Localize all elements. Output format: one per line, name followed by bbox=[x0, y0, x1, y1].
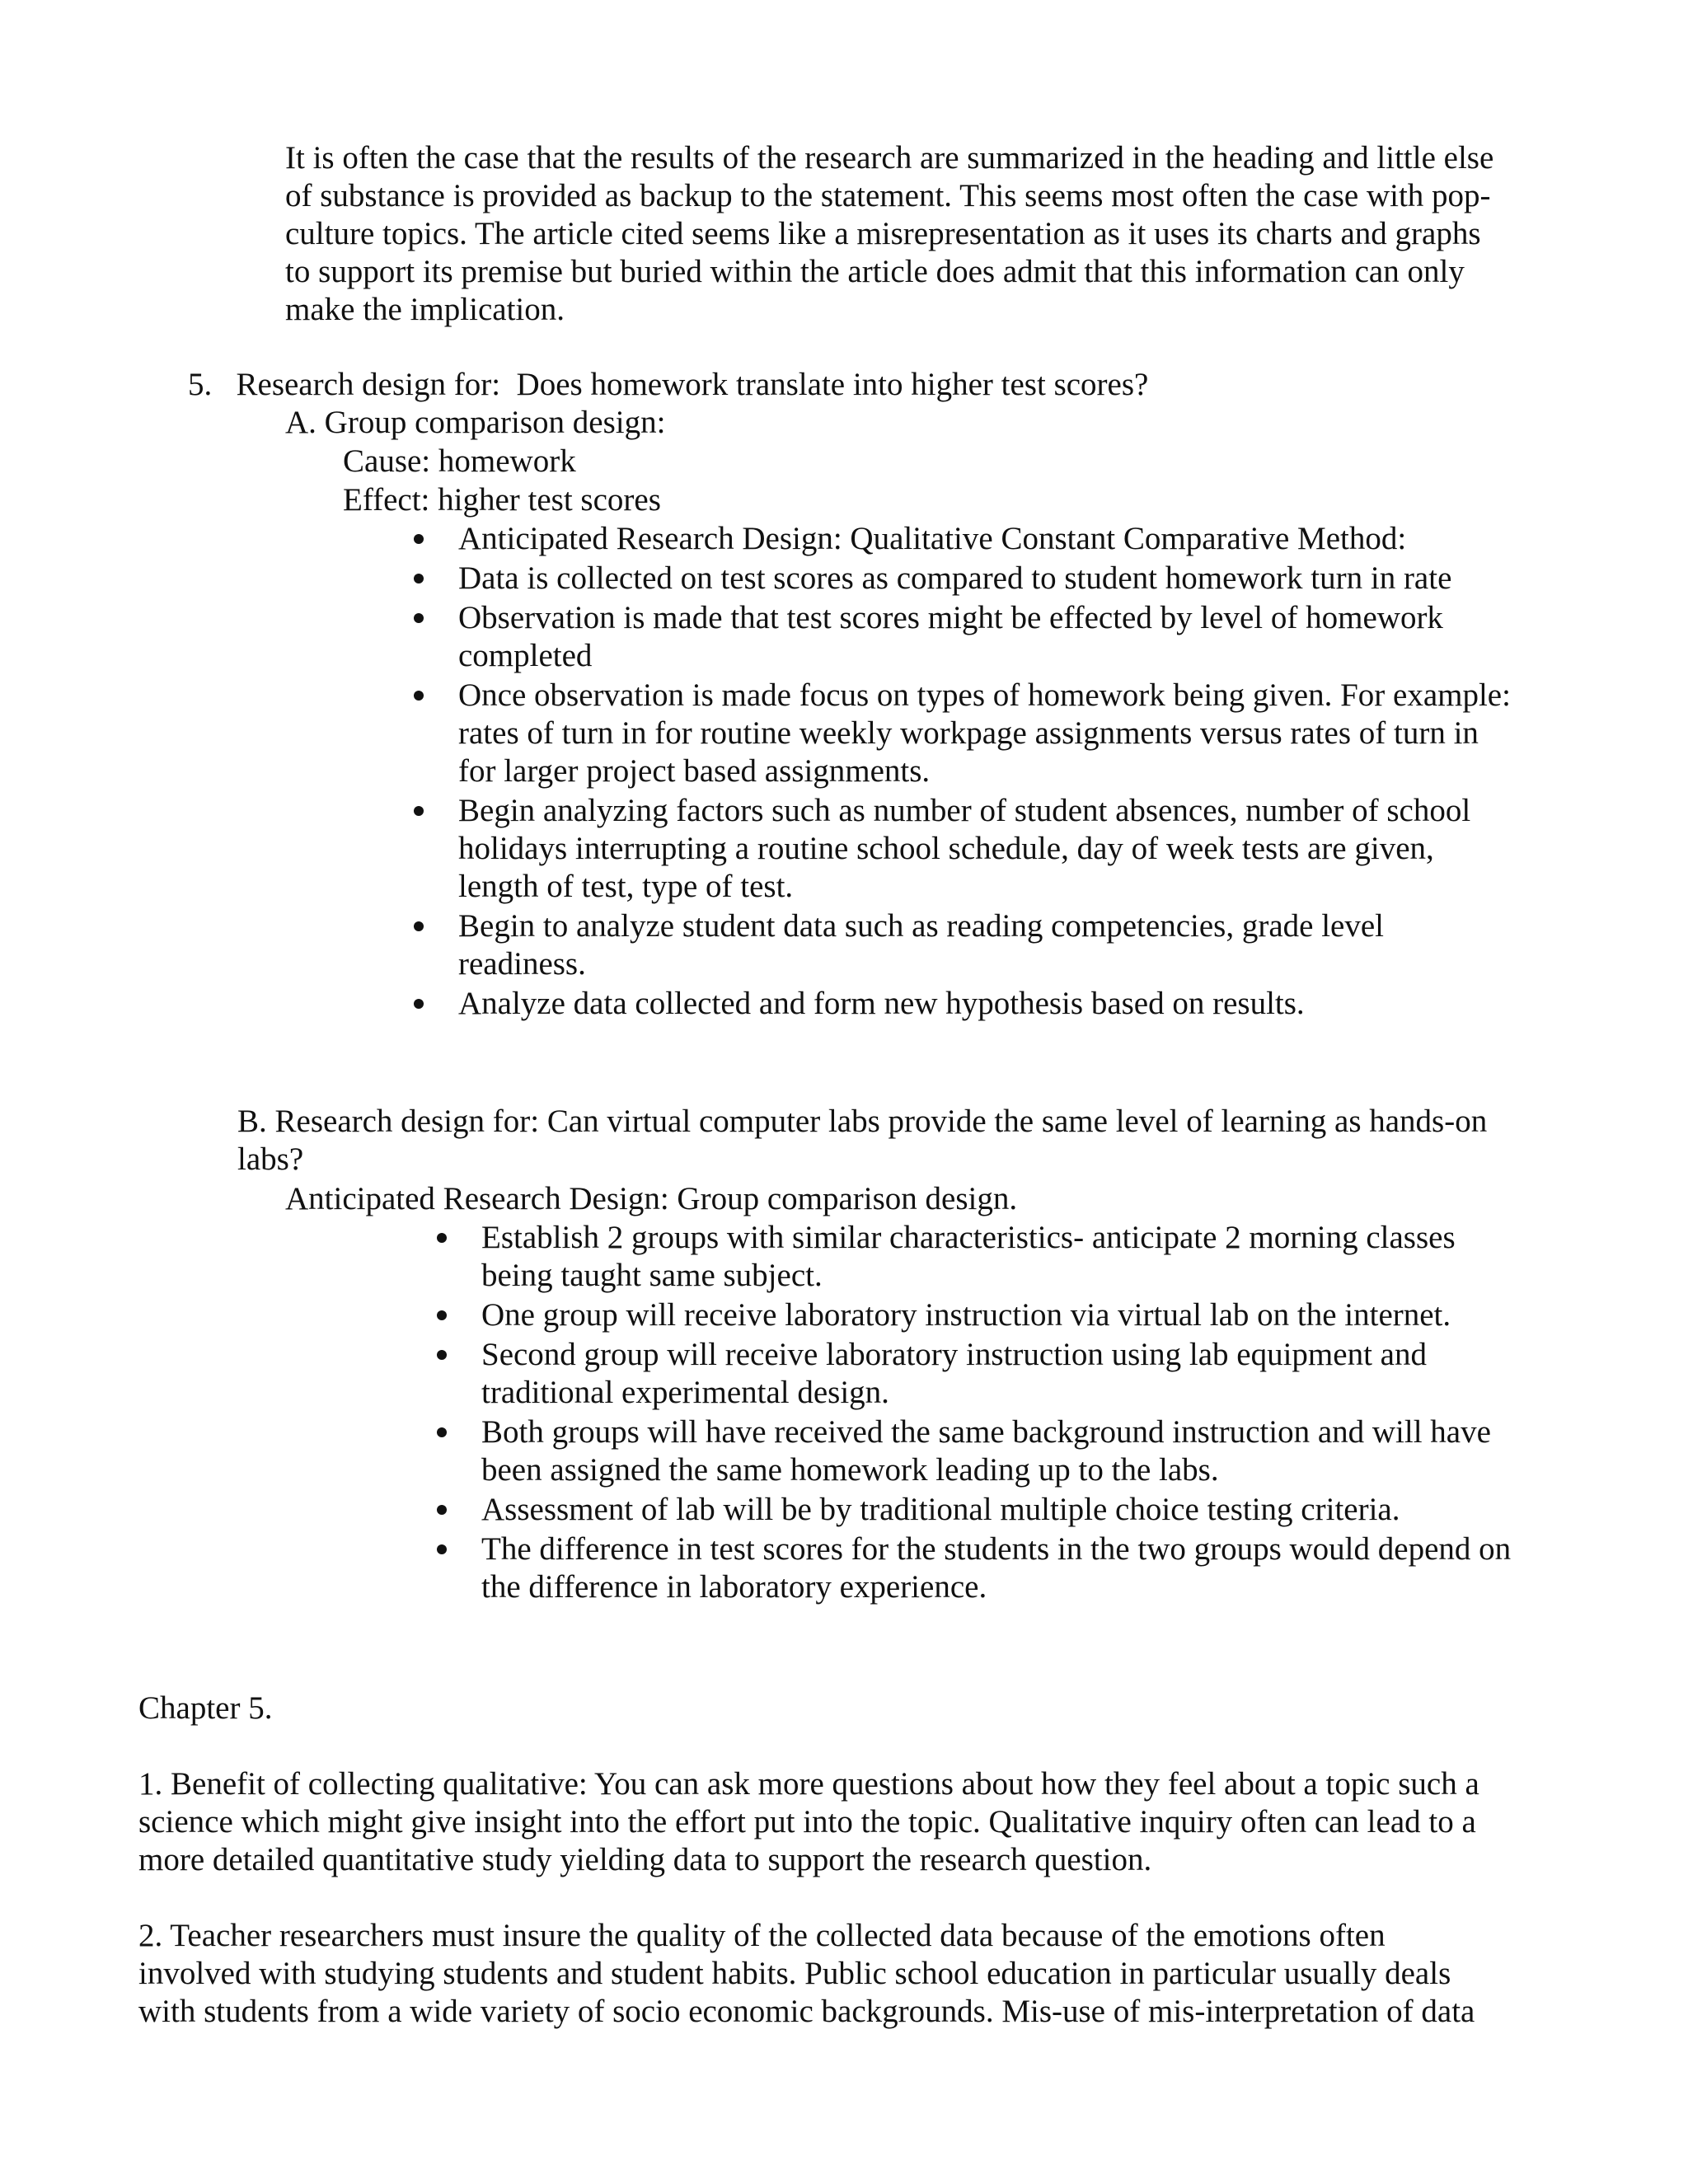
text-line: of substance is provided as backup to the statement. This seems most often the case with pop- bbox=[285, 178, 1491, 213]
text-line: Begin analyzing factors such as number of student absences, number of school bbox=[458, 793, 1471, 828]
text-line: make the implication. bbox=[285, 292, 565, 327]
text-line: more detailed quantitative study yielding data to support the research question. bbox=[138, 1842, 1152, 1877]
text-line: Both groups will have received the same background instruction and will have bbox=[481, 1414, 1491, 1450]
text-line: Second group will receive laboratory instruction using lab equipment and bbox=[481, 1337, 1427, 1372]
text-line: completed bbox=[458, 638, 593, 673]
bullet-item bbox=[458, 907, 1511, 983]
item5-heading: 5. Research design for: Does homework translate into higher test scores? bbox=[188, 367, 1149, 402]
bullet-item bbox=[481, 1219, 1511, 1295]
text-line: traditional experimental design. bbox=[481, 1375, 889, 1410]
text-line: Observation is made that test scores might be effected by level of homework bbox=[458, 600, 1443, 635]
text-line: been assigned the same homework leading up to the labs. bbox=[481, 1452, 1219, 1488]
text-line: rates of turn in for routine weekly workpage assignments versus rates of turn in bbox=[458, 715, 1479, 751]
text-line: for larger project based assignments. bbox=[458, 753, 931, 789]
text-line: One group will receive laboratory instruction via virtual lab on the internet. bbox=[481, 1297, 1451, 1333]
bullet-item bbox=[481, 1530, 1511, 1606]
text-line: with students from a wide variety of socio economic backgrounds. Mis-use of mis-interpretation of data bbox=[138, 1994, 1475, 2029]
bullet-item bbox=[481, 1491, 1511, 1529]
text-line: being taught same subject. bbox=[481, 1258, 823, 1293]
section-a-heading: A. Group comparison design: bbox=[285, 405, 666, 440]
bullet-item bbox=[458, 792, 1511, 906]
text-line: to support its premise but buried within the article does admit that this information can only bbox=[285, 254, 1465, 289]
section-a-bullet-list bbox=[458, 520, 1511, 1023]
text-line: 2. Teacher researchers must insure the quality of the collected data because of the emotions often bbox=[138, 1918, 1386, 1953]
text-line: It is often the case that the results of the research are summarized in the heading and little else bbox=[285, 140, 1494, 176]
text-line: The difference in test scores for the students in the two groups would depend on bbox=[481, 1531, 1512, 1567]
bullet-item bbox=[458, 520, 1511, 558]
bullet-item bbox=[458, 599, 1511, 675]
text-line: 1. Benefit of collecting qualitative: You can ask more questions about how they feel about a topic such a bbox=[138, 1766, 1479, 1802]
text-line: Begin to analyze student data such as reading competencies, grade level bbox=[458, 908, 1384, 944]
bullet-item bbox=[458, 677, 1511, 790]
chapter-title: Chapter 5. bbox=[138, 1690, 273, 1726]
section-b-heading bbox=[237, 1103, 1487, 1179]
text-line: Anticipated Research Design: Qualitative Constant Comparative Method: bbox=[458, 521, 1407, 556]
bullet-item bbox=[481, 1296, 1511, 1334]
section-b-anticipated: Anticipated Research Design: Group comparison design. bbox=[285, 1181, 1018, 1216]
text-line: Assessment of lab will be by traditional multiple choice testing criteria. bbox=[481, 1492, 1400, 1527]
bullet-item bbox=[481, 1336, 1511, 1412]
text-line: readiness. bbox=[458, 946, 586, 982]
section-b-bullet-list bbox=[481, 1219, 1511, 1606]
chapter5-item2 bbox=[138, 1917, 1475, 2031]
bullet-item bbox=[458, 985, 1511, 1023]
text-line: Data is collected on test scores as compared to student homework turn in rate bbox=[458, 560, 1452, 596]
text-line: Analyze data collected and form new hypothesis based on results. bbox=[458, 986, 1305, 1021]
text-line: Establish 2 groups with similar characteristics- anticipate 2 morning classes bbox=[481, 1220, 1456, 1255]
text-line: culture topics. The article cited seems like a misrepresentation as it uses its charts and graphs bbox=[285, 216, 1481, 251]
bullet-item bbox=[481, 1413, 1511, 1489]
text-line: labs? bbox=[237, 1141, 304, 1177]
section-a-cause: Cause: homework bbox=[343, 443, 576, 479]
text-line: science which might give insight into the effort put into the topic. Qualitative inquiry often can lead to a bbox=[138, 1804, 1476, 1840]
section-a-effect: Effect: higher test scores bbox=[343, 482, 661, 518]
text-line: holidays interrupting a routine school schedule, day of week tests are given, bbox=[458, 831, 1434, 866]
text-line: involved with studying students and student habits. Public school education in particular usually deals bbox=[138, 1956, 1451, 1991]
text-line: B. Research design for: Can virtual computer labs provide the same level of learning as hands-on bbox=[237, 1104, 1488, 1139]
text-line: length of test, type of test. bbox=[458, 869, 794, 904]
intro-paragraph bbox=[285, 139, 1493, 329]
text-line: Once observation is made focus on types of homework being given. For example: bbox=[458, 677, 1511, 713]
bullet-item bbox=[458, 560, 1511, 598]
text-line: the difference in laboratory experience. bbox=[481, 1569, 987, 1605]
chapter5-item1 bbox=[138, 1765, 1479, 1879]
